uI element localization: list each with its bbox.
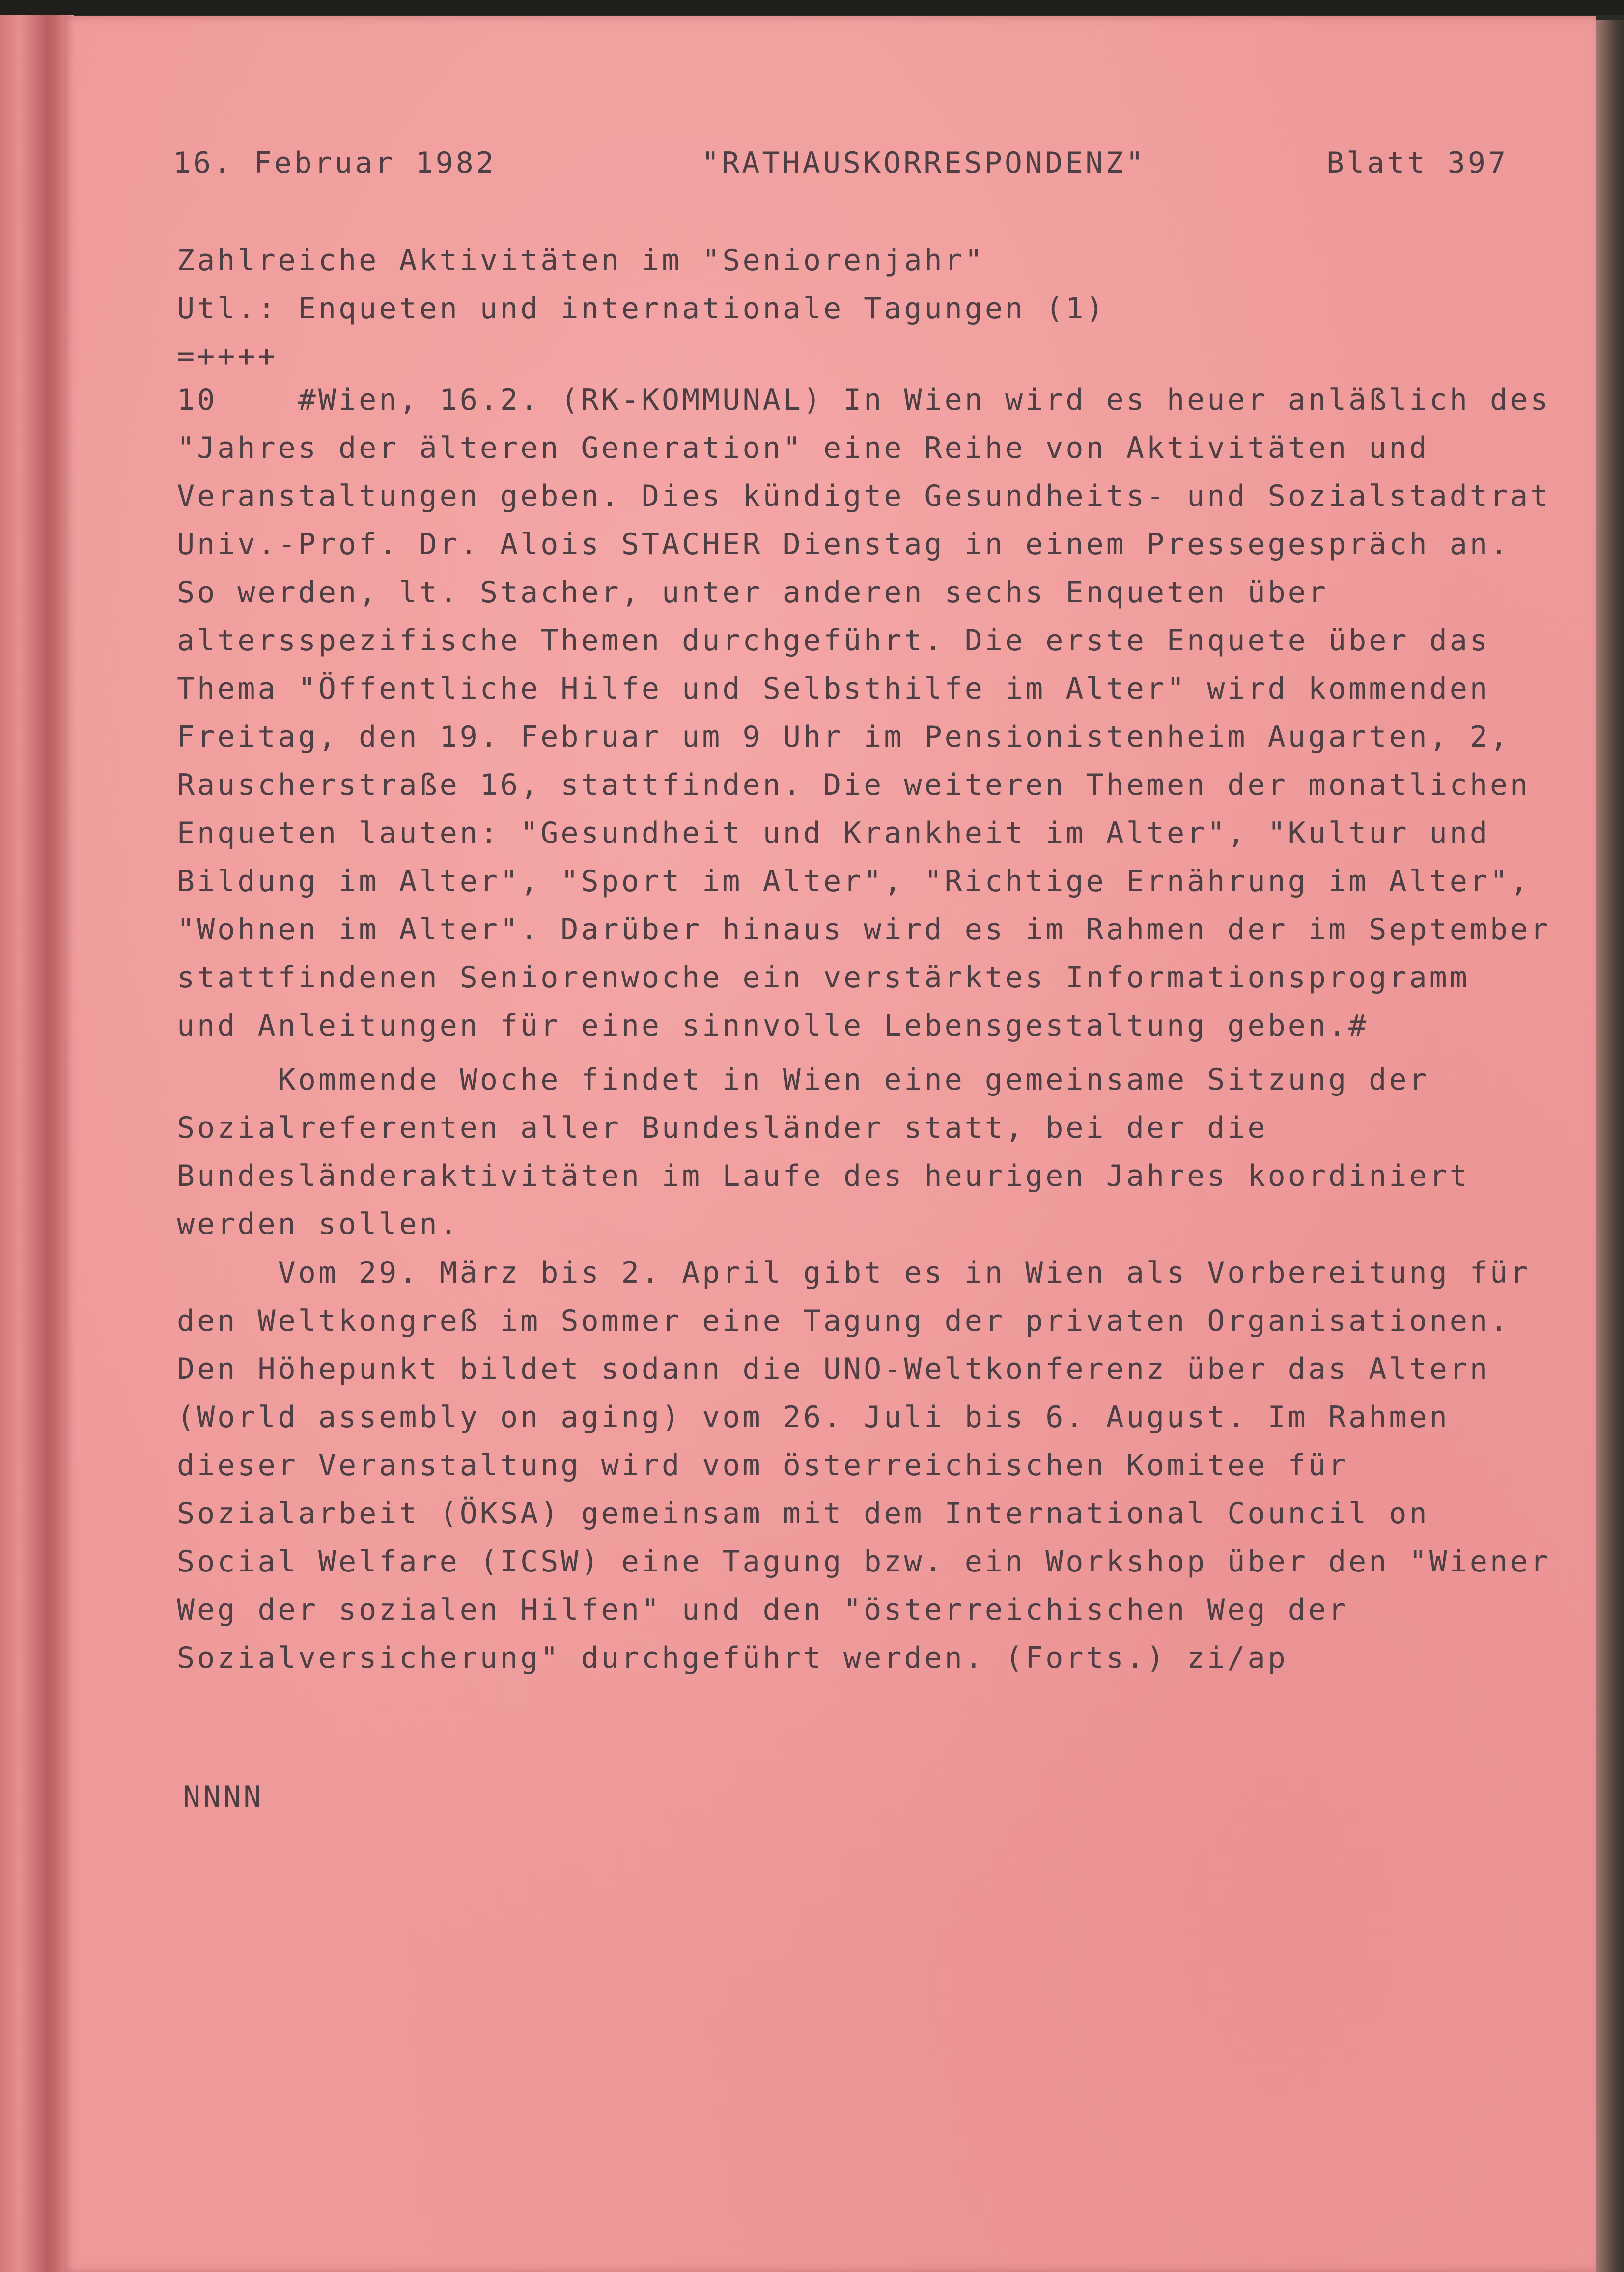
text-line: Rauscherstraße 16, stattfinden. Die weiteren Themen der monatlichen	[177, 768, 1531, 802]
header-publication: "RATHAUSKORRESPONDENZ"	[701, 146, 1146, 180]
text-line: Social Welfare (ICSW) eine Tagung bzw. ein Workshop über den "Wiener	[177, 1544, 1551, 1579]
text-line: "Jahres der älteren Generation" eine Reihe von Aktivitäten und	[177, 431, 1429, 465]
text-line: altersspezifische Themen durchgeführt. Die erste Enquete über das	[177, 623, 1490, 658]
text-line: den Weltkongreß im Sommer eine Tagung der privaten Organisationen.	[177, 1304, 1511, 1338]
text-line: Thema "Öffentliche Hilfe und Selbsthilfe im Alter" wird kommenden	[177, 672, 1490, 706]
end-mark: NNNN	[183, 1780, 264, 1814]
text-line: Den Höhepunkt bildet sodann die UNO-Weltkonferenz über das Altern	[177, 1352, 1490, 1386]
text-line: Sozialreferenten aller Bundesländer statt, bei der die	[177, 1111, 1268, 1145]
text-line: Vom 29. März bis 2. April gibt es in Wien als Vorbereitung für	[177, 1256, 1531, 1290]
text-line: Sozialversicherung" durchgeführt werden. (Forts.) zi/ap	[177, 1641, 1288, 1675]
text-line: werden sollen.	[177, 1207, 460, 1241]
text-line: (World assembly on aging) vom 26. Juli bis 6. August. Im Rahmen	[177, 1400, 1450, 1434]
text-line: Bundesländeraktivitäten im Laufe des heurigen Jahres koordiniert	[177, 1159, 1470, 1193]
text-line: und Anleitungen für eine sinnvolle Lebensgestaltung geben.#	[177, 1009, 1369, 1043]
text-line: Univ.-Prof. Dr. Alois STACHER Dienstag in einem Pressegespräch an.	[177, 527, 1511, 561]
paragraph-3	[177, 1249, 1551, 1682]
text-line: dieser Veranstaltung wird vom österreichischen Komitee für	[177, 1448, 1349, 1483]
header-sheet-number: Blatt 397	[1326, 146, 1509, 180]
text-line: Bildung im Alter", "Sport im Alter", "Richtige Ernährung im Alter",	[177, 864, 1531, 898]
article-separator: =++++	[177, 339, 278, 373]
article-subtitle: Utl.: Enqueten und internationale Tagungen (1)	[177, 291, 1106, 326]
text-line: Kommende Woche findet in Wien eine gemeinsame Sitzung der	[177, 1063, 1429, 1097]
paragraph-1	[177, 376, 1551, 1050]
text-line: Freitag, den 19. Februar um 9 Uhr im Pensionistenheim Augarten, 2,	[177, 720, 1511, 754]
text-line: So werden, lt. Stacher, unter anderen sechs Enqueten über	[177, 575, 1329, 610]
text-line: "Wohnen im Alter". Darüber hinaus wird es im Rahmen der im September	[177, 912, 1551, 947]
text-line: 10 #Wien, 16.2. (RK-KOMMUNAL) In Wien wird es heuer anläßlich des	[177, 383, 1551, 417]
text-line: Enqueten lauten: "Gesundheit und Krankheit im Alter", "Kultur und	[177, 816, 1490, 850]
paragraph-2	[177, 1056, 1513, 1248]
text-line: Veranstaltungen geben. Dies kündigte Gesundheits- und Sozialstadtrat	[177, 479, 1551, 513]
header-date: 16. Februar 1982	[173, 146, 496, 180]
text-line: Sozialarbeit (ÖKSA) gemeinsam mit dem International Council on	[177, 1496, 1429, 1531]
text-line: Weg der sozialen Hilfen" und den "österreichischen Weg der	[177, 1593, 1349, 1627]
text-line: stattfindenen Seniorenwoche ein verstärktes Informationsprogramm	[177, 960, 1470, 995]
article-title: Zahlreiche Aktivitäten im "Seniorenjahr"	[177, 243, 985, 278]
